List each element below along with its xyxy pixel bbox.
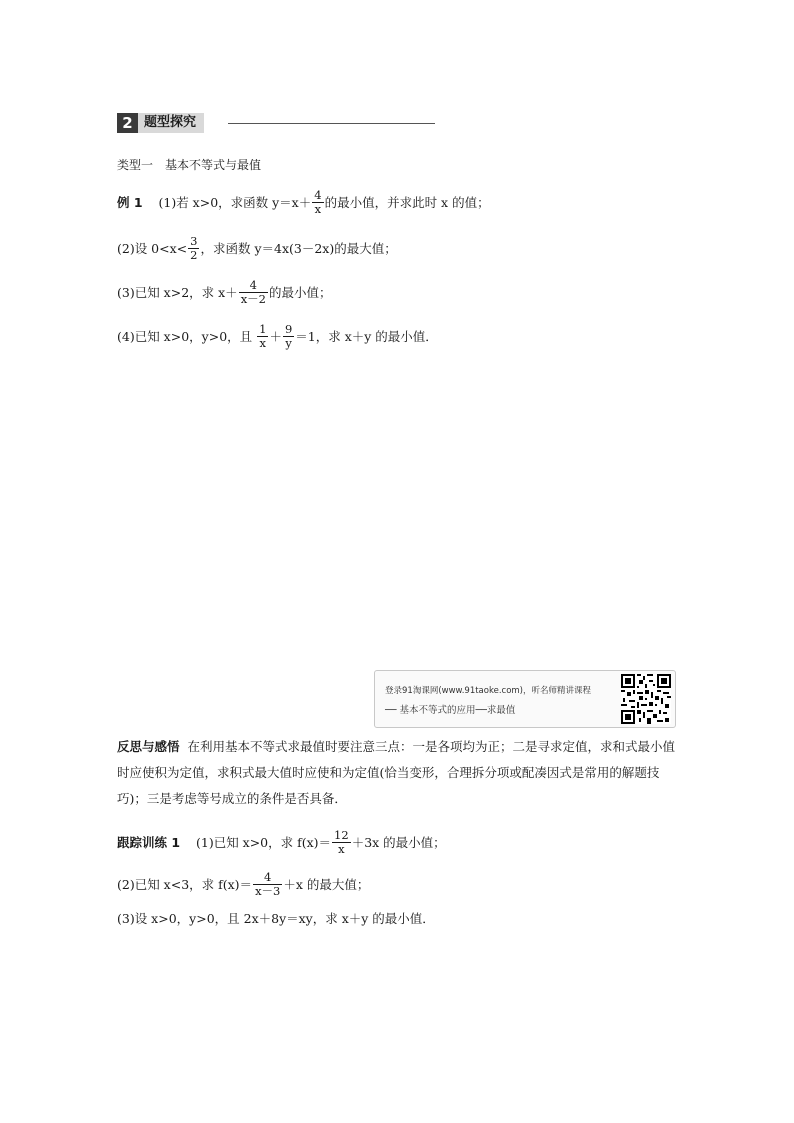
example1-q4-tail: ＝1，求 x＋y 的最小值． [295, 329, 438, 344]
fraction: $\frac{4}{x}$ [314, 188, 322, 216]
example1-q3-lead: (3)已知 x>2，求 x＋ [117, 285, 238, 300]
fraction: $\frac{12}{x}$ [334, 828, 349, 856]
example1-q3 [117, 280, 332, 307]
example1-q3-tail: 的最小值； [269, 285, 332, 300]
example1-q1 [117, 190, 490, 217]
practice1-q2 [117, 872, 369, 899]
practice1-q1-lead: (1)已知 x>0，求 f(x)＝ [195, 835, 332, 850]
promo-line-1: 登录91淘课网(www.91taoke.com)，听名师精讲课程 [385, 686, 591, 696]
example1-q1-func: y＝x＋ [272, 195, 312, 210]
example1-q4-lead: (4)已知 x>0，y>0，且 [117, 329, 257, 344]
fraction: $\frac{9}{y}$ [284, 322, 293, 350]
fraction: $\frac{1}{x}$ [259, 322, 267, 350]
reflection-paragraph [117, 734, 677, 812]
plus-sign: ＋ [269, 329, 282, 344]
section-divider [228, 123, 435, 124]
practice1-q2-tail: ＋x 的最大值； [283, 877, 370, 892]
fraction: $\frac{3}{2}$ [190, 234, 198, 262]
qr-code-icon[interactable] [621, 674, 671, 724]
section-title: 题型探究 [138, 113, 204, 133]
course-promo-card[interactable] [374, 670, 676, 728]
practice1-q1 [117, 830, 446, 857]
example1-q1-tail: 的最小值，并求此时 x 的值； [324, 195, 490, 210]
example1-label: 例 1 [117, 195, 143, 210]
promo-line-2: ── 基本不等式的应用──求最值 [385, 705, 516, 716]
fraction: $\frac{4}{x-3}$ [255, 870, 281, 898]
reflection-label: 反思与感悟 [117, 739, 180, 754]
example1-q2-lead: (2)设 0<x< [117, 241, 188, 256]
practice1-q2-lead: (2)已知 x<3，求 f(x)＝ [117, 877, 253, 892]
example1-q2 [117, 236, 397, 263]
practice1-q1-tail: ＋3x 的最小值； [351, 835, 446, 850]
reflection-text: 在利用基本不等式求最值时要注意三点：一是各项均为正；二是寻求定值，求和式最小值时应使积为定值，求积式最大值时应使和为定值(恰当变形，合理拆分项或配凑因式是常用的解题技巧)；三是考虑等号成立的条件是否具备． [117, 739, 675, 806]
fraction: $\frac{4}{x-2}$ [240, 278, 266, 306]
example1-q2-tail: ，求函数 y＝4x(3－2x)的最大值； [200, 241, 397, 256]
practice1-q3 [117, 910, 435, 928]
practice1-label: 跟踪训练 1 [117, 835, 181, 850]
type-heading: 类型一 基本不等式与最值 [117, 158, 262, 172]
example1-q1-cond: x>0，求函数 [192, 195, 273, 210]
section-number-badge: 2 [117, 113, 138, 133]
practice1-q3-text: (3)设 x>0，y>0，且 2x＋8y＝xy，求 x＋y 的最小值． [117, 911, 435, 926]
example1-q1-lead: (1)若 [158, 195, 193, 210]
example1-q4 [117, 324, 438, 351]
